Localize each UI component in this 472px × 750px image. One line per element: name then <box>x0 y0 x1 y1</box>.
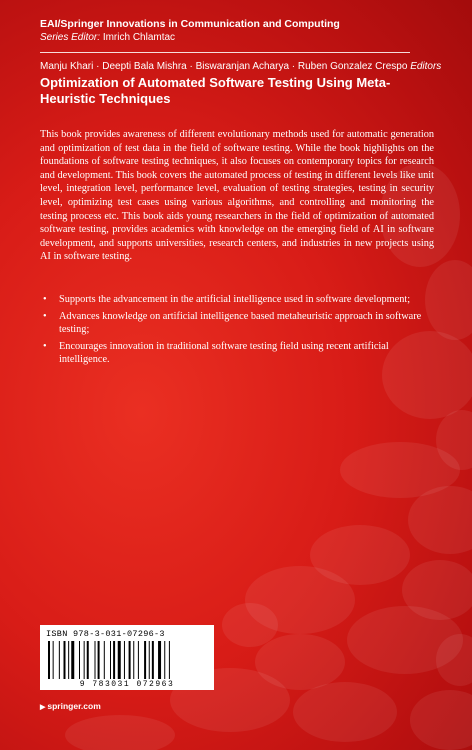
series-header <box>40 17 450 44</box>
barcode-icon <box>48 641 206 679</box>
series-editor-name: Imrich Chlamtac <box>102 32 176 43</box>
publisher-site: springer.com <box>47 701 101 711</box>
feature-item: • Advances knowledge on artificial intelligence based metaheuristic approach in software testing; <box>40 310 434 337</box>
publisher-link[interactable] <box>40 701 101 711</box>
series-title: EAI/Springer Innovations in Communication and Computing <box>40 18 340 30</box>
editors-role: Editors <box>410 61 442 72</box>
arrow-icon: ▶ <box>40 704 46 711</box>
isbn-barcode <box>40 625 214 690</box>
isbn-text: ISBN 978-3-031-07296-3 <box>46 629 165 639</box>
editors-line <box>40 60 441 73</box>
header-divider <box>40 52 410 53</box>
feature-item: • Supports the advancement in the artificial intelligence used in software development; <box>40 293 434 307</box>
series-editor <box>40 31 450 44</box>
book-description: This book provides awareness of different evolutionary methods used for automatic generation and optimization of test data in the field of software testing. While the book highlights on the foundations of software testing techniques, it also focuses on contemporary topics for research and development. This book covers the automated process of testing in different levels like unit level, integration level, performance level, evaluation of testing strategies, testing in security level, optimizing test cases using various algorithms, and controlling and monitoring the testing process etc. This book aids young researchers in the field of optimization of automated software testing, provides academics with knowledge on the emerging field of AI in software development, and supports universities, research centers, and industries in new projects using AI in software testing. <box>40 129 434 263</box>
series-editor-label: Series Editor: <box>40 32 101 43</box>
feature-list <box>40 293 434 370</box>
editor-names: Manju Khari · Deepti Bala Mishra · Biswaranjan Acharya · Ruben Gonzalez Crespo <box>40 61 408 72</box>
book-title: Optimization of Automated Software Testing Using Meta-Heuristic Techniques <box>40 75 391 106</box>
feature-item: • Encourages innovation in traditional software testing field using recent artificial intelligence. <box>40 340 434 367</box>
barcode-digits: 9 783031 072963 <box>79 680 175 689</box>
